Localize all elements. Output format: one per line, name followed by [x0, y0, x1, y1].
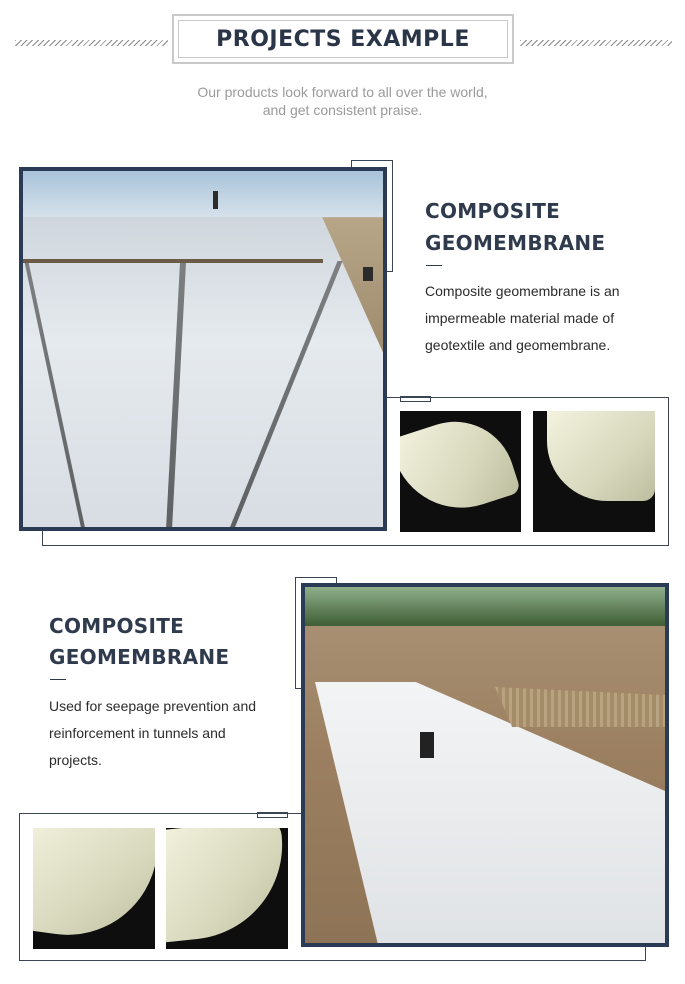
section1-heading-line-2: GEOMEMBRANE — [425, 231, 606, 255]
section2-desc-line-3: projects. — [49, 752, 102, 768]
section2-heading-line-2: GEOMEMBRANE — [49, 645, 230, 669]
page-title: PROJECTS EXAMPLE — [216, 26, 470, 52]
section1-desc-line-2: impermeable material made of — [425, 310, 615, 326]
section1-desc-line-1: Composite geomembrane is an — [425, 283, 620, 299]
section1-desc-line-3: geotextile and geomembrane. — [425, 337, 611, 353]
section2-heading-dash — [50, 679, 66, 680]
section2-desc-line-1: Used for seepage prevention and — [49, 698, 257, 714]
section2-swatch-2 — [166, 828, 288, 949]
title-box — [172, 14, 514, 64]
section1-heading-line-1: COMPOSITE — [425, 199, 561, 223]
worker-figure — [420, 732, 434, 758]
section2-main-photo — [301, 583, 669, 947]
header-hatch-left — [15, 40, 168, 46]
subtitle-line-2: and get consistent praise. — [262, 102, 423, 118]
worker-figure — [213, 191, 218, 209]
section1-swatch-1 — [400, 411, 521, 532]
geomembrane-field — [23, 217, 383, 527]
tree-line — [305, 587, 665, 626]
section2-swatch-tab — [257, 812, 288, 818]
header-hatch-right — [520, 40, 672, 46]
worker-figure — [363, 267, 373, 281]
section2-heading-line-1: COMPOSITE — [49, 614, 185, 638]
section2-desc-line-2: reinforcement in tunnels and — [49, 725, 226, 741]
section2-swatch-1 — [33, 828, 155, 949]
sky-area — [23, 171, 383, 221]
section1-swatch-2 — [533, 411, 655, 532]
subtitle-line-1: Our products look forward to all over the world, — [197, 84, 488, 100]
section1-heading-dash — [426, 265, 442, 266]
section1-main-photo — [19, 167, 387, 531]
section1-swatch-tab — [400, 396, 431, 402]
